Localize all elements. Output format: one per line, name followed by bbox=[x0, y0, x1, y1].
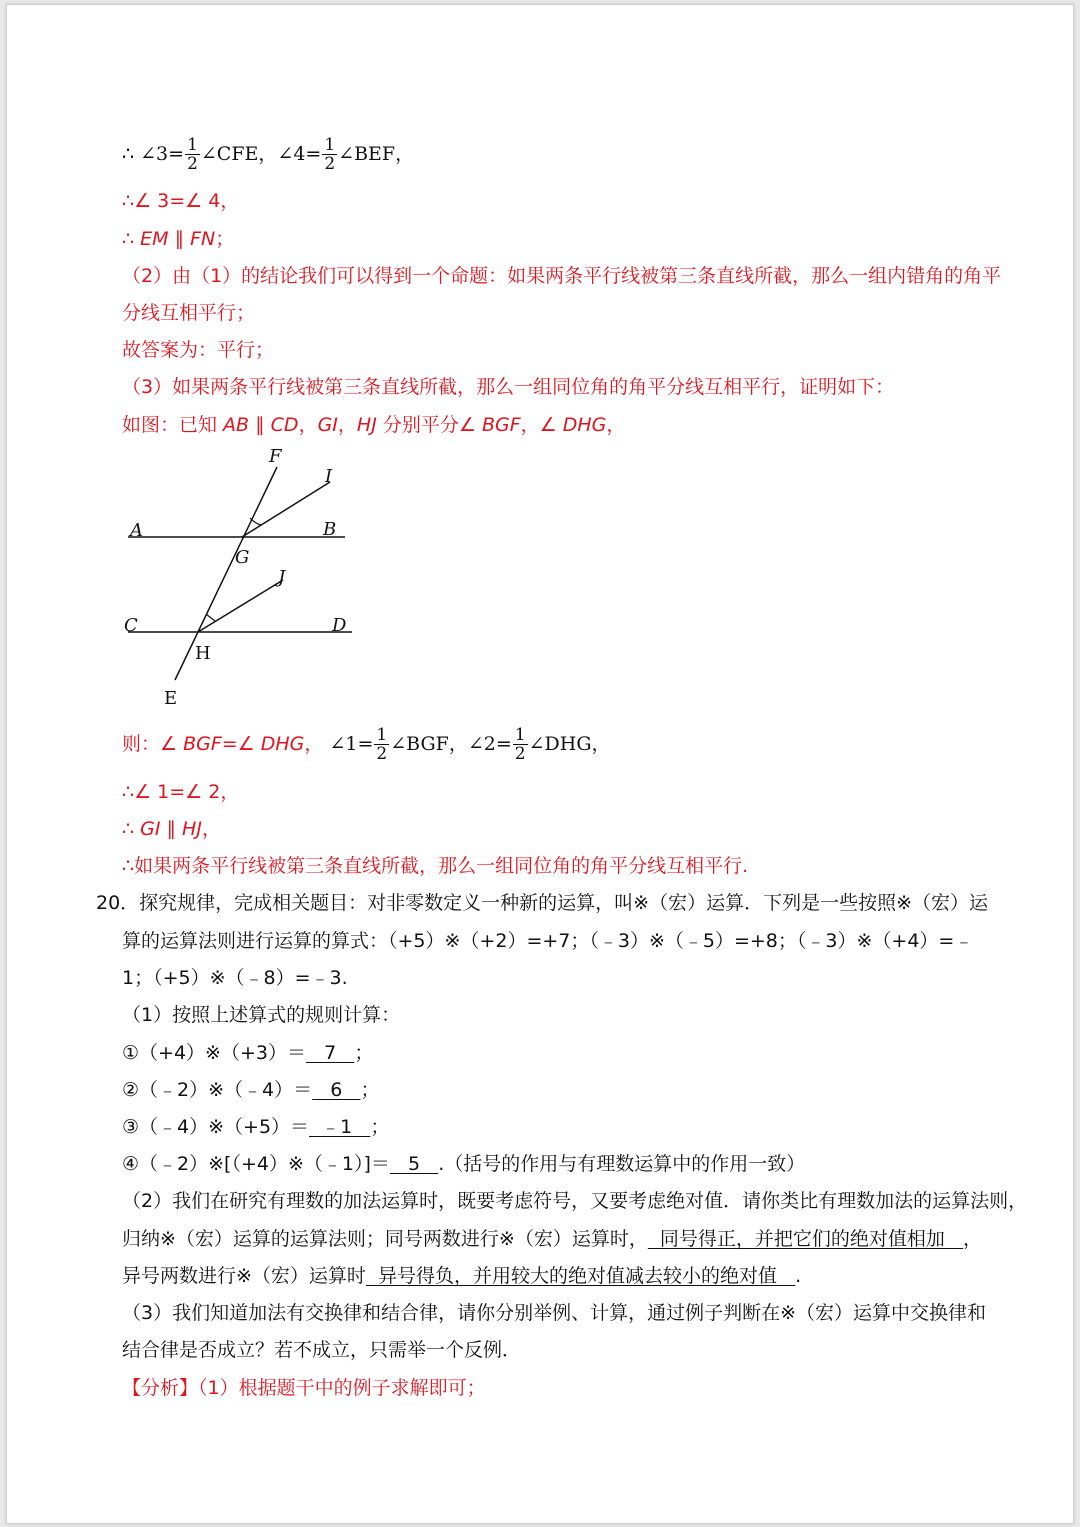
question-20-part2-line-2: 归纳※（宏）运算的运算法则；同号两数进行※（宏）运算时， 同号得正，并把它们的绝对值相加 ， bbox=[122, 1228, 983, 1250]
transversal-ef bbox=[175, 467, 277, 680]
question-20-item-3: ③（﹣4）※（+5）＝ ﹣1 ； bbox=[122, 1116, 390, 1138]
answer-blank: 异号得负，并用较大的绝对值减去较小的绝对值 bbox=[365, 1265, 796, 1287]
question-20-line-2: 算的运算法则进行运算的算式：（+5）※（+2）=+7；（﹣3）※（﹣5）=+8；（﹣3）※（+4）=﹣ bbox=[122, 930, 974, 952]
question-20-part3-line-1: （3）我们知道加法有交换律和结合律，请你分别举例、计算，通过例子判断在※（宏）运算中交换律和 bbox=[122, 1302, 987, 1324]
angle-text: ∴ ∠3= bbox=[122, 143, 185, 165]
fraction-half: $\frac{1}{2}$ bbox=[187, 135, 198, 174]
ray-gi bbox=[242, 482, 330, 537]
question-20-item-4: ④（﹣2）※[（+4）※（﹣1）]＝ 5 .（括号的作用与有理数运算中的作用一致） bbox=[122, 1153, 806, 1175]
solution-line-8: 如图：已知 AB ∥ CD，GI，HJ 分别平分∠ BGF，∠ DHG， bbox=[122, 414, 626, 436]
question-20-item-2: ②（﹣2）※（﹣4）＝ 6 ； bbox=[122, 1079, 380, 1101]
question-20-part2-line-1: （2）我们在研究有理数的加法运算时，既要考虑符号，又要考虑绝对值．请你类比有理数加法的运算法则， bbox=[122, 1190, 1028, 1212]
fraction-half: $\frac{1}{2}$ bbox=[376, 725, 388, 764]
solution-line-4: （2）由（1）的结论我们可以得到一个命题：如果两条平行线被第三条直线所截，那么一组内错角的角平 bbox=[122, 265, 1002, 287]
question-20-line-1: 20．探究规律，完成相关题目：对非零数定义一种新的运算，叫※（宏）运算．下列是一些按照※（宏）运 bbox=[96, 892, 989, 914]
label-i: I bbox=[325, 466, 333, 487]
solution-line-7: （3）如果两条平行线被第三条直线所截，那么一组同位角的角平分线互相平行，证明如下： bbox=[122, 376, 895, 398]
solution-line-2: ∴∠ 3=∠ 4， bbox=[122, 190, 240, 212]
solution-line-3: ∴ EM ∥ FN； bbox=[122, 228, 235, 250]
question-20-line-3: 1；（+5）※（﹣8）=﹣3. bbox=[122, 967, 348, 989]
question-20-part2-line-3: 异号两数进行※（宏）运算时 异号得负，并用较大的绝对值减去较小的绝对值 . bbox=[122, 1265, 802, 1287]
angle-text: ∠CFE，∠4= bbox=[200, 143, 322, 165]
label-g: G bbox=[235, 547, 250, 568]
fraction-half: $\frac{1}{2}$ bbox=[514, 725, 526, 764]
after-figure-line-4: ∴如果两条平行线被第三条直线所截，那么一组同位角的角平分线互相平行. bbox=[122, 855, 749, 877]
question-20-part3-line-2: 结合律是否成立？若不成立，只需举一个反例． bbox=[122, 1339, 522, 1361]
parallel-lines-figure bbox=[115, 440, 375, 720]
label-f: F bbox=[269, 446, 282, 467]
label-d: D bbox=[332, 615, 347, 636]
label-j: J bbox=[278, 567, 286, 588]
solution-line-6: 故答案为：平行； bbox=[122, 339, 275, 361]
answer-blank: ﹣1 bbox=[309, 1116, 371, 1138]
label-h: H bbox=[195, 643, 211, 664]
question-20-part1-title: （1）按照上述算式的规则计算： bbox=[122, 1004, 401, 1026]
after-figure-line-2: ∴∠ 1=∠ 2， bbox=[122, 781, 240, 803]
after-figure-line-3: ∴ GI ∥ HJ， bbox=[122, 818, 221, 840]
analysis-line: 【分析】（1）根据题干中的例子求解即可； bbox=[122, 1377, 486, 1399]
angle-arc-h bbox=[206, 614, 215, 621]
answer-blank: 5 bbox=[389, 1153, 439, 1175]
fraction-half: $\frac{1}{2}$ bbox=[324, 135, 336, 174]
question-20-item-1: ①（+4）※（+3）＝ 7 ； bbox=[122, 1042, 374, 1064]
label-c: C bbox=[124, 615, 138, 636]
label-e: E bbox=[164, 688, 178, 709]
label-b: B bbox=[323, 519, 337, 540]
solution-line-1 bbox=[122, 136, 414, 173]
answer-blank: 7 bbox=[305, 1042, 355, 1064]
label-a: A bbox=[130, 520, 143, 541]
after-figure-line-1: 则：∠ BGF=∠ DHG， ∠1= $\frac{1}{2}$ ∠BGF，∠2= $\frac{1}{2}$ ∠DHG， bbox=[122, 725, 611, 764]
answer-blank: 6 bbox=[312, 1079, 361, 1101]
solution-line-5: 分线互相平行； bbox=[122, 302, 256, 324]
angle-text: ∠BEF， bbox=[338, 143, 415, 165]
answer-blank: 同号得正，并把它们的绝对值相加 bbox=[647, 1228, 964, 1250]
